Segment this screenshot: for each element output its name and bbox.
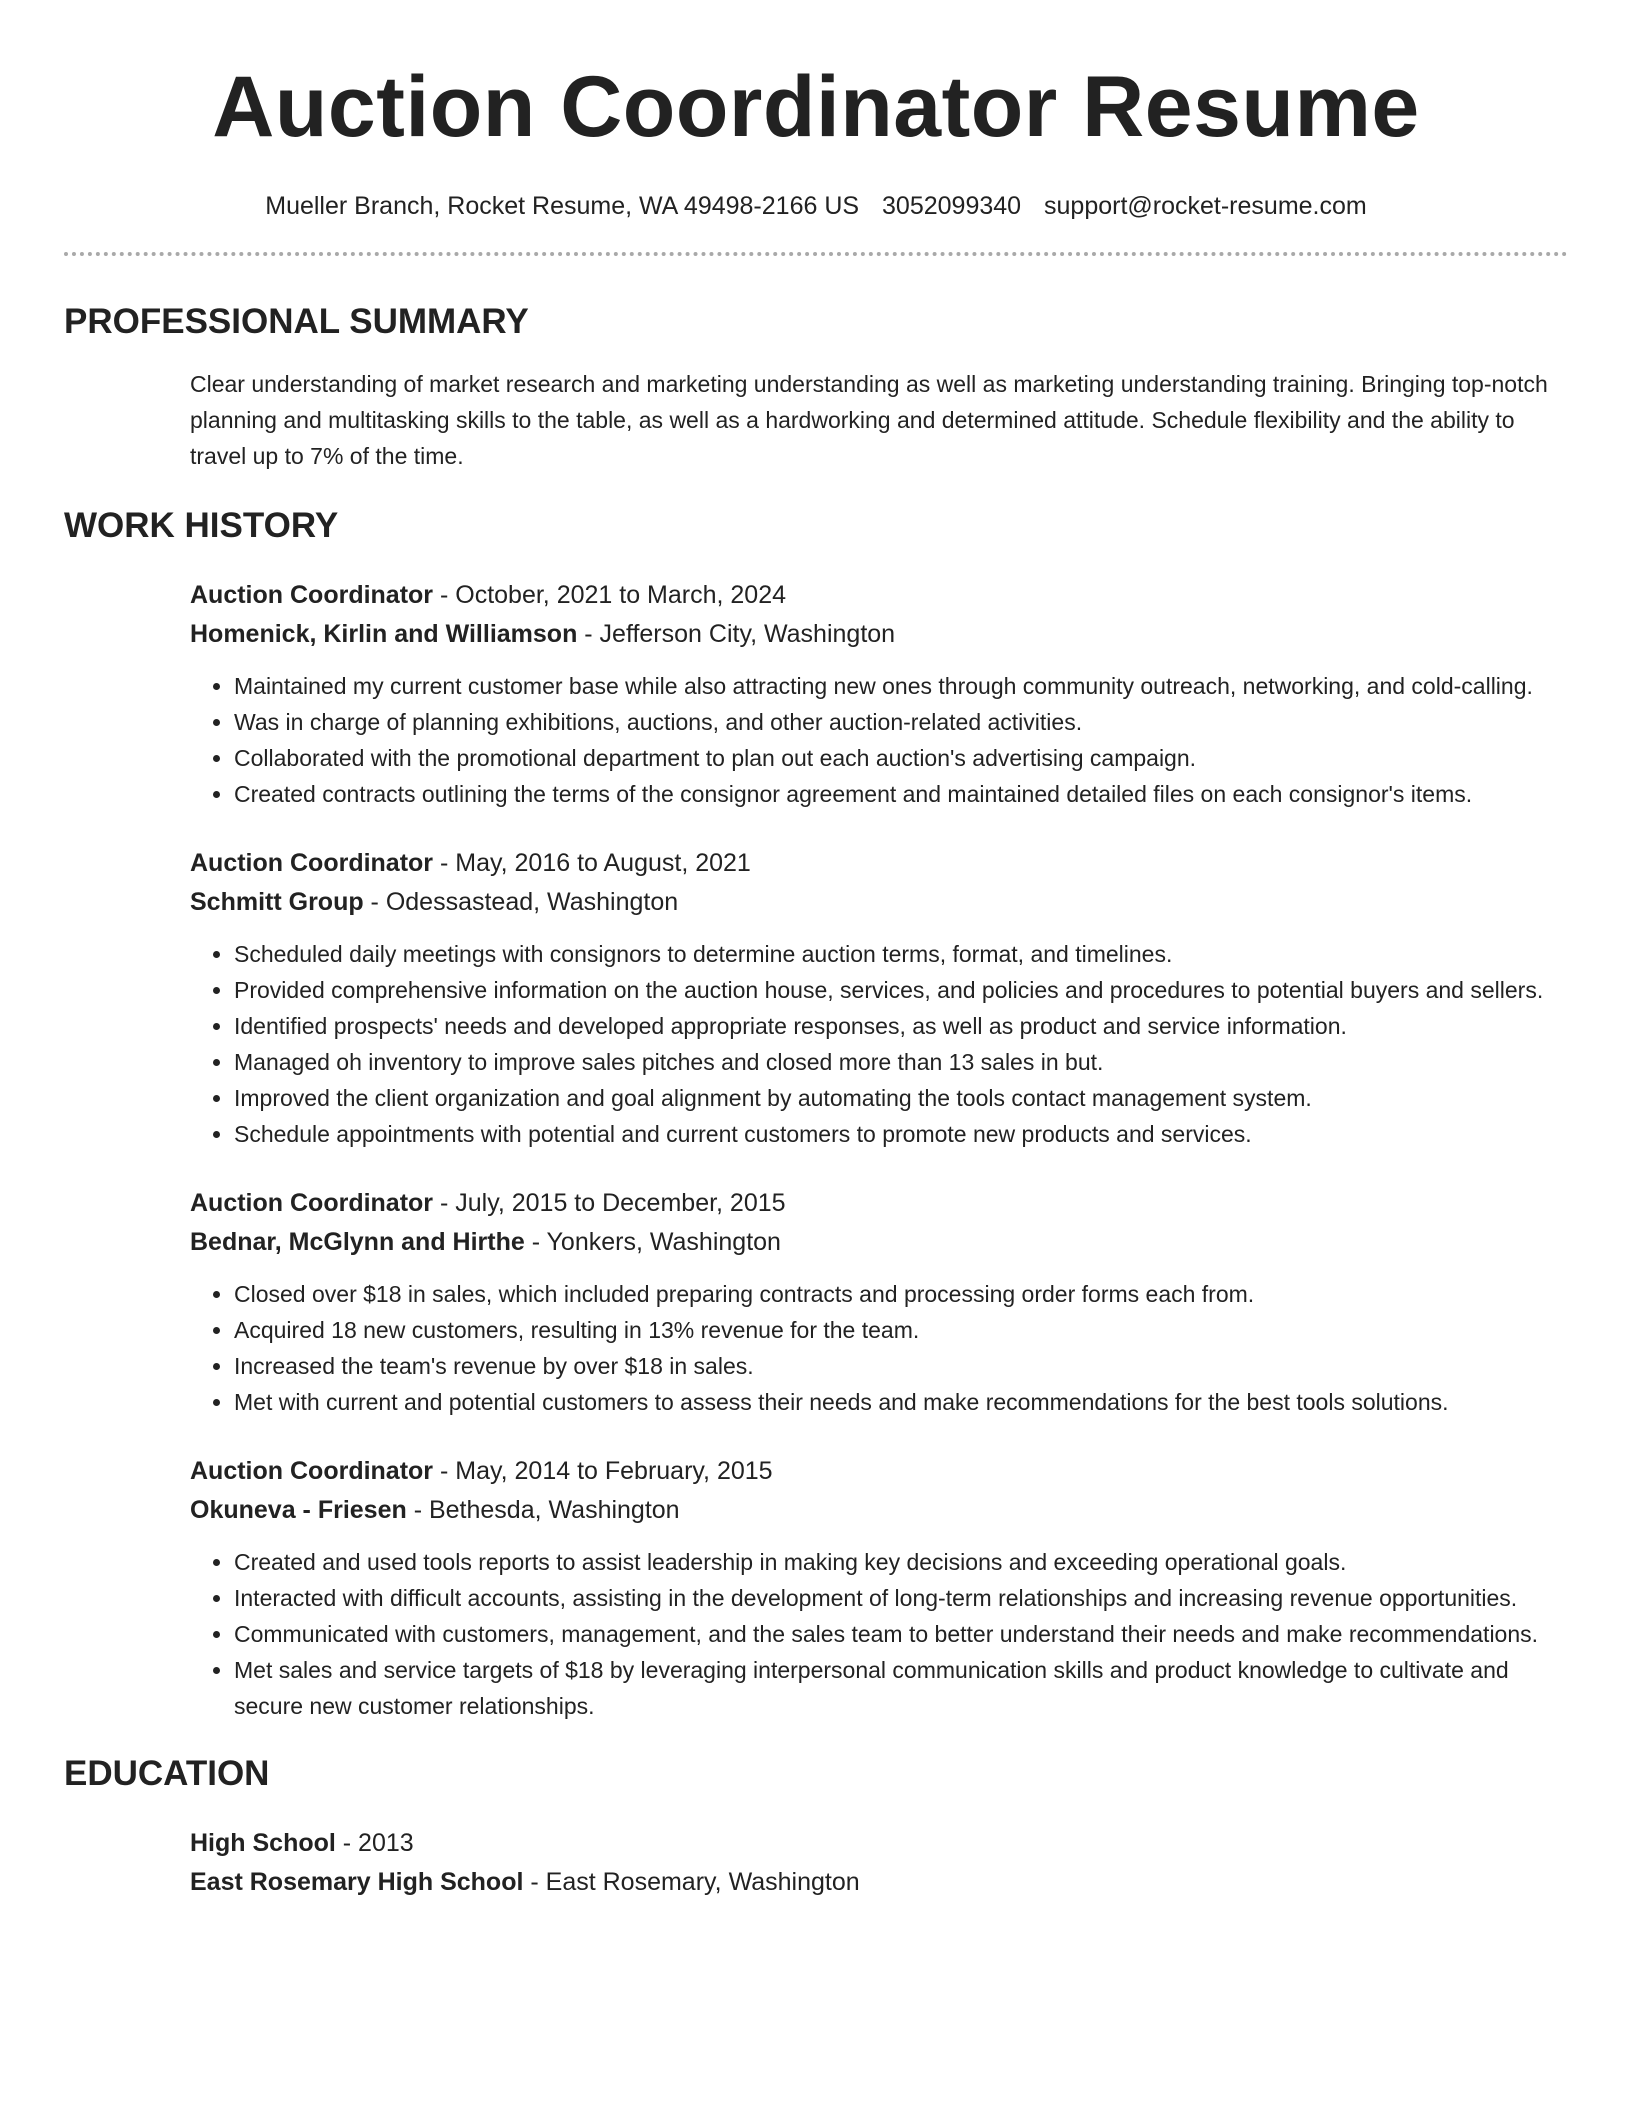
education-heading: EDUCATION xyxy=(64,1754,270,1793)
job-title: Auction Coordinator xyxy=(190,849,434,877)
list-item: • Collaborated with the promotional department to plan out each auction's advertising campaign. xyxy=(234,740,1568,776)
education-entry xyxy=(190,1824,1568,1902)
job-title-line xyxy=(190,1452,1568,1491)
list-item: • Provided comprehensive information on the auction house, services, and policies and procedures to potential buyers and sellers. xyxy=(234,972,1568,1008)
school-line xyxy=(190,1863,1568,1902)
job-title: Auction Coordinator xyxy=(190,581,434,609)
job-company-line xyxy=(190,615,1568,654)
job-company: Homenick, Kirlin and Williamson xyxy=(190,620,578,648)
job-entry xyxy=(190,576,1568,812)
job-dates: - May, 2014 to February, 2015 xyxy=(433,1457,773,1485)
job-company: Schmitt Group xyxy=(190,888,364,916)
address: Mueller Branch, Rocket Resume, WA 49498-2166 US xyxy=(265,192,860,220)
list-item: • Created contracts outlining the terms of the consignor agreement and maintained detailed files on each consignor's items. xyxy=(234,776,1568,812)
job-title: Auction Coordinator xyxy=(190,1457,434,1485)
list-item: • Closed over $18 in sales, which included preparing contracts and processing order forms each from. xyxy=(234,1276,1568,1312)
job-bullets xyxy=(190,1276,1568,1420)
header-divider xyxy=(64,252,1568,256)
list-item: • Improved the client organization and goal alignment by automating the tools contact management system. xyxy=(234,1080,1568,1116)
job-dates: - October, 2021 to March, 2024 xyxy=(433,581,787,609)
job-company: Bednar, McGlynn and Hirthe xyxy=(190,1228,525,1256)
list-item: • Schedule appointments with potential and current customers to promote new products and services. xyxy=(234,1116,1568,1152)
list-item: • Acquired 18 new customers, resulting in 13% revenue for the team. xyxy=(234,1312,1568,1348)
graduation-year: - 2013 xyxy=(335,1829,414,1857)
list-item: • Created and used tools reports to assist leadership in making key decisions and exceeding operational goals. xyxy=(234,1544,1568,1580)
list-item: • Maintained my current customer base while also attracting new ones through community outreach, networking, and cold-calling. xyxy=(234,668,1568,704)
job-title-line xyxy=(190,576,1568,615)
job-location: - Odessastead, Washington xyxy=(363,888,679,916)
list-item: • Identified prospects' needs and developed appropriate responses, as well as product and service information. xyxy=(234,1008,1568,1044)
job-company-line xyxy=(190,1491,1568,1530)
job-entry xyxy=(190,1184,1568,1420)
job-location: - Jefferson City, Washington xyxy=(577,620,896,648)
job-location: - Yonkers, Washington xyxy=(524,1228,781,1256)
job-dates: - July, 2015 to December, 2015 xyxy=(433,1189,786,1217)
job-title-line xyxy=(190,844,1568,883)
summary-text: Clear understanding of market research and marketing understanding as well as marketing understanding training. Bringing top-notch planning and multitasking skills to the table, as well as a hardworking and determined attitude. Schedule flexibility and the ability to travel up to 7% of the time. xyxy=(190,371,1548,469)
degree: High School xyxy=(190,1829,336,1857)
job-entry xyxy=(190,1452,1568,1724)
job-entry xyxy=(190,844,1568,1152)
job-location: - Bethesda, Washington xyxy=(406,1496,680,1524)
job-title: Auction Coordinator xyxy=(190,1189,434,1217)
school-location: - East Rosemary, Washington xyxy=(523,1868,860,1896)
contact-line xyxy=(64,190,1568,222)
job-bullets xyxy=(190,1544,1568,1724)
phone: 3052099340 xyxy=(882,192,1022,220)
list-item: • Communicated with customers, management, and the sales team to better understand their needs and make recommendations. xyxy=(234,1616,1568,1652)
summary-heading: PROFESSIONAL SUMMARY xyxy=(64,302,529,341)
list-item: • Met sales and service targets of $18 by leveraging interpersonal communication skills and product knowledge to cultivate and secure new customer relationships. xyxy=(234,1652,1568,1724)
list-item: • Was in charge of planning exhibitions, auctions, and other auction-related activities. xyxy=(234,704,1568,740)
degree-line xyxy=(190,1824,1568,1863)
job-dates: - May, 2016 to August, 2021 xyxy=(433,849,751,877)
job-title-line xyxy=(190,1184,1568,1223)
list-item: • Interacted with difficult accounts, assisting in the development of long-term relationships and increasing revenue opportunities. xyxy=(234,1580,1568,1616)
job-bullets xyxy=(190,668,1568,812)
work-history-heading: WORK HISTORY xyxy=(64,506,339,545)
list-item: • Scheduled daily meetings with consignors to determine auction terms, format, and timelines. xyxy=(234,936,1568,972)
job-company-line xyxy=(190,883,1568,922)
job-company: Okuneva - Friesen xyxy=(190,1496,407,1524)
job-company-line xyxy=(190,1223,1568,1262)
job-bullets xyxy=(190,936,1568,1152)
resume-title: Auction Coordinator Resume xyxy=(212,59,1420,155)
email: support@rocket-resume.com xyxy=(1044,192,1367,220)
list-item: • Managed oh inventory to improve sales pitches and closed more than 13 sales in but. xyxy=(234,1044,1568,1080)
list-item: • Increased the team's revenue by over $18 in sales. xyxy=(234,1348,1568,1384)
school-name: East Rosemary High School xyxy=(190,1868,524,1896)
list-item: • Met with current and potential customers to assess their needs and make recommendations for the best tools solutions. xyxy=(234,1384,1568,1420)
